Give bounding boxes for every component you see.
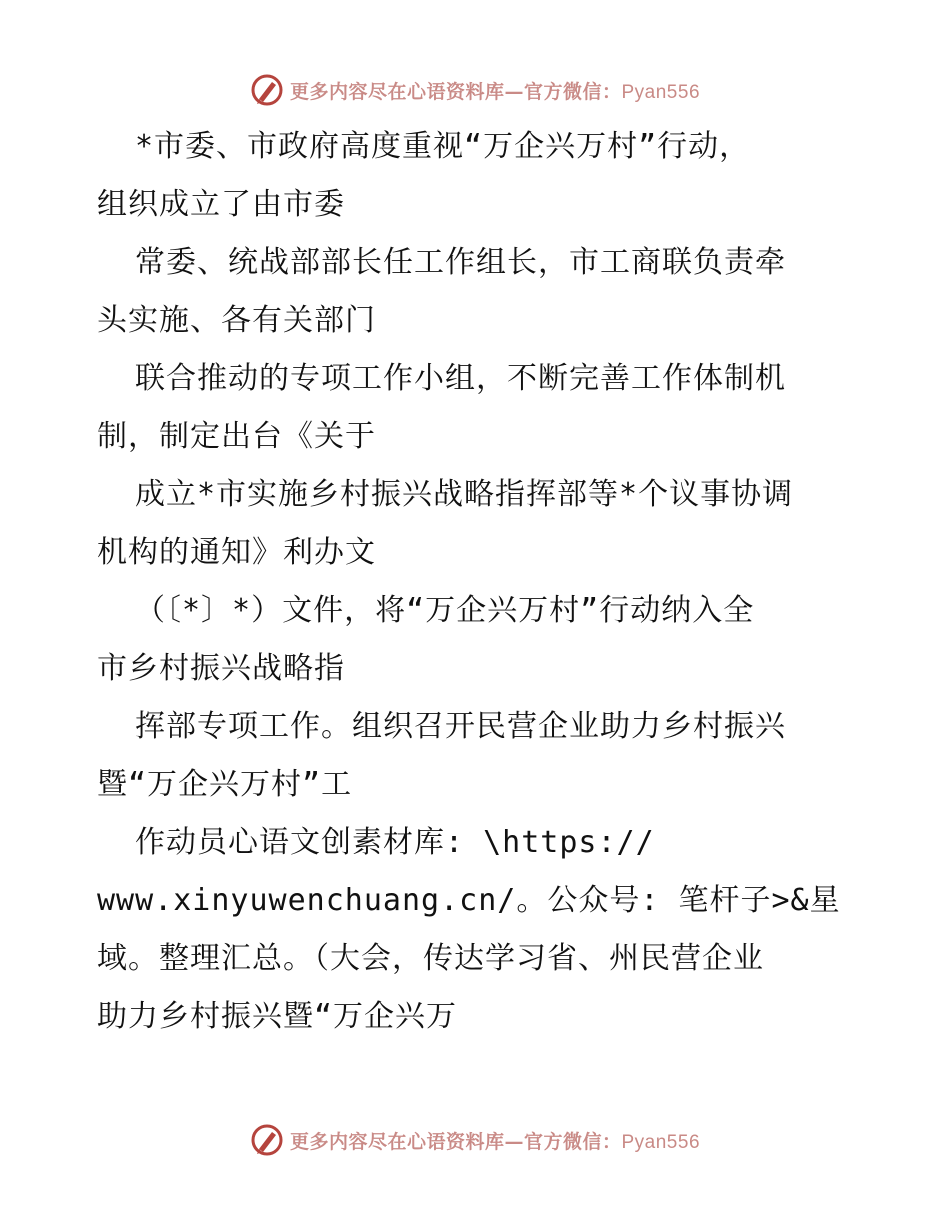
- text-line: 联合推动的专项工作小组，不断完善工作体制机: [135, 361, 786, 396]
- text-line: 组织成立了由市委: [97, 187, 345, 222]
- pen-logo-icon: [250, 73, 284, 107]
- text-line: 挥部专项工作。组织召开民营企业助力乡村振兴: [135, 709, 786, 744]
- text-line: *市委、市政府高度重视“万企兴万村”行动，: [135, 129, 751, 164]
- text-line: 暨“万企兴万村”工: [97, 767, 353, 802]
- footer-watermark: [0, 1120, 950, 1160]
- text-line: www.xinyuwenchuang.cn/。公众号: 笔杆子>&星: [97, 883, 841, 918]
- text-line: 常委、统战部部长任工作组长，市工商联负责牵: [135, 245, 786, 280]
- text-line: （〔*〕*）文件，将“万企兴万村”行动纳入全: [135, 593, 755, 628]
- text-line: 制，制定出台《关于: [97, 419, 376, 454]
- document-body: [97, 118, 853, 1046]
- watermark-text: 更多内容尽在心语资料库—官方微信：Pyan556: [289, 80, 701, 103]
- text-line: 头实施、各有关部门: [97, 303, 376, 338]
- text-line: 市乡村振兴战略指: [97, 651, 345, 686]
- pen-logo-icon: [250, 1123, 284, 1157]
- watermark-text: 更多内容尽在心语资料库—官方微信：Pyan556: [289, 1130, 701, 1153]
- text-line: 助力乡村振兴暨“万企兴万: [97, 999, 458, 1034]
- text-line: 成立*市实施乡村振兴战略指挥部等*个议事协调: [135, 477, 794, 512]
- text-line: 域。整理汇总。（大会，传达学习省、州民营企业: [97, 941, 764, 976]
- text-line: 机构的通知》利办文: [97, 535, 376, 570]
- text-line: 作动员心语文创素材库: \https://: [135, 825, 655, 860]
- header-watermark: [0, 70, 950, 110]
